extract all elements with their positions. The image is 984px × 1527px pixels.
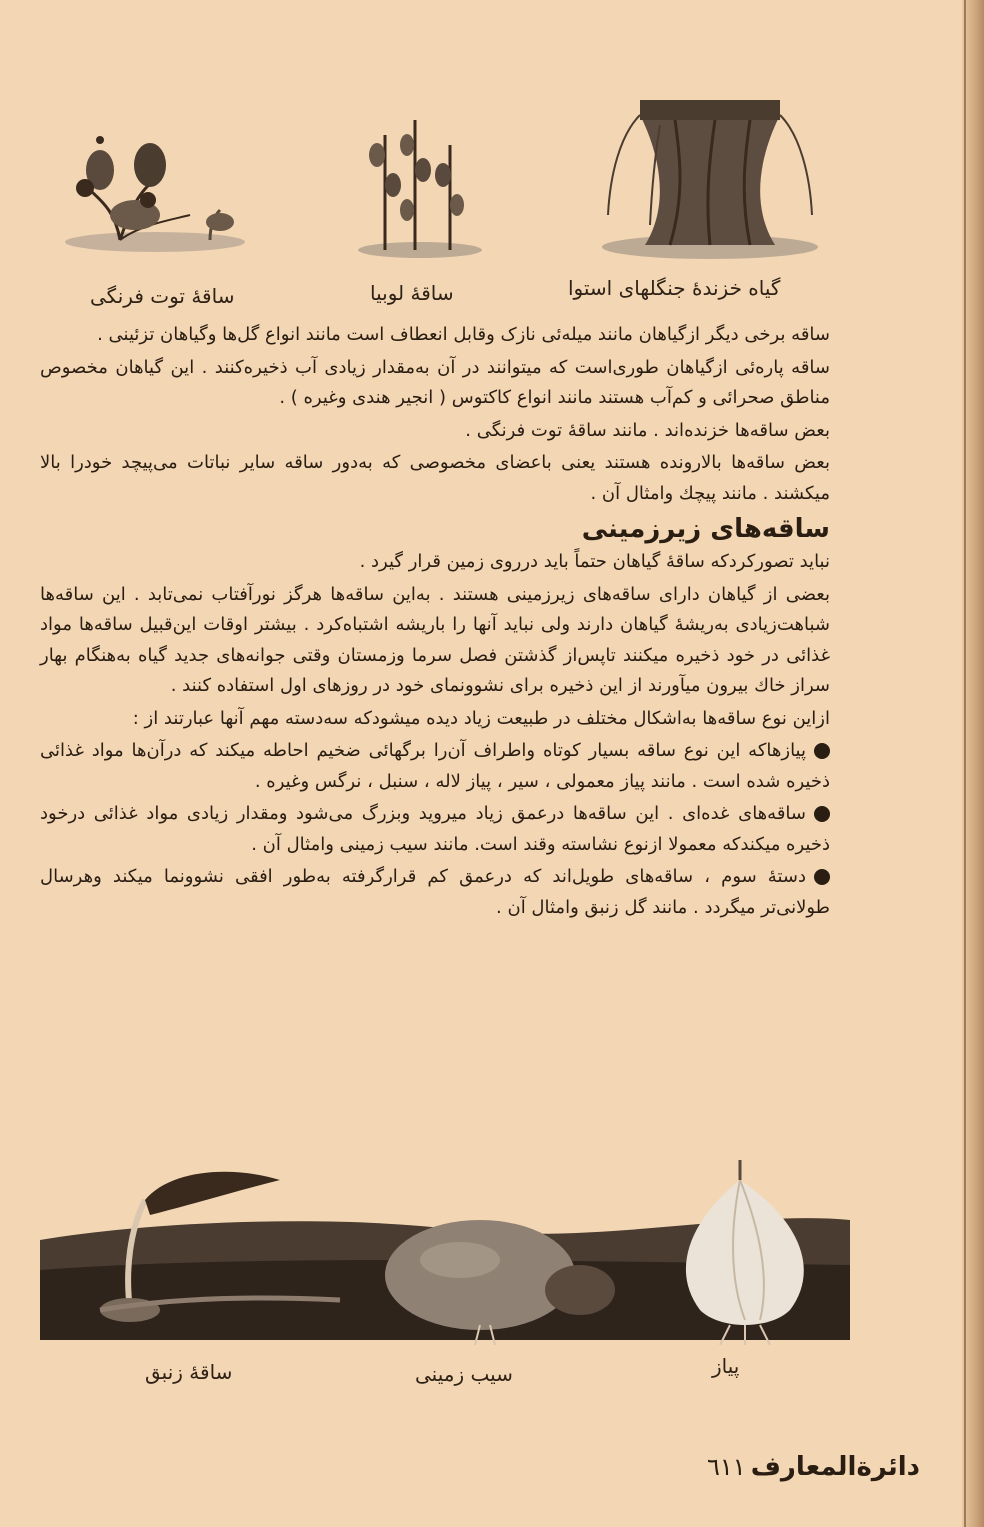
bean-illustration	[355, 115, 485, 260]
bullet-icon	[814, 806, 830, 822]
underground-stems-illustration	[40, 1160, 850, 1350]
strawberry-illustration	[60, 130, 250, 260]
bullet-item-bulbs: پیازهاکه این نوع ساقه بسیار کوتاه واطراف آن‌را برگهائی ضخیم احاطه میکند که درآن‌ها مواد غذائی ذخیره شده است . مانند پیاز معمولی ، سیر ، پیاز لاله ، سنبل ، نرگس وغیره .	[40, 740, 830, 792]
paragraph-underground-intro: نباید تصورکردکه ساقهٔ گیاهان حتماً باید درروی زمین قرار گیرد .	[359, 551, 830, 572]
footer-title: دائرةالمعارف	[750, 1452, 920, 1482]
section-heading: ساقه‌های زیرزمینی	[581, 514, 830, 544]
bullet-item-tubers: ساقه‌های غده‌ای . این ساقه‌ها درعمق زیاد میروید وبزرگ می‌شود ومقدار زیادی مواد غذائی درخود ذخیره میکندکه معمولا ازنوع نشاسته وقند است. مانند سیب زمینی وامثال آن .	[40, 803, 830, 855]
caption-potato: سیب زمینی	[415, 1362, 513, 1386]
paragraph-creeping-stems: بعض ساقه‌ها خزنده‌اند . مانند ساقهٔ توت فرنگی .	[465, 419, 830, 441]
bullet-icon	[814, 869, 830, 885]
caption-strawberry: ساقهٔ توت فرنگی	[90, 284, 235, 308]
paragraph-underground-detail: بعضی از گیاهان دارای ساقه‌های زیرزمینی هستند . به‌این ساقه‌ها هرگز نورآفتاب نمی‌تابد . این ساقه‌ها شباهت‌زیادی به‌ریشهٔ گیاهان دارند ولی نباید آنها را باریشه اشتباه‌کرد . بیشتر اوقات این‌قبیل ساقه‌ها مواد غذائی در خود ذخیره میکنند تاپس‌از گذشتن فصل سرما وزمستان وقتی جوانه‌های جدید گیاه به‌هنگام بهار سراز خاك بیرون میآورند از این ذخیره برای نشوونمای خود در روزهای اول استفاده کنند .	[40, 583, 830, 696]
page-number: ٦١١	[706, 1453, 746, 1481]
bullet-item-rhizomes: دستهٔ سوم ، ساقه‌های طویل‌اند که درعمق کم قرارگرفته به‌طور افقی نشوونما میکند وهرسال طولانی‌تر میگردد . مانند گل زنبق وامثال آن .	[40, 866, 830, 918]
article-body	[40, 320, 830, 925]
bullet-icon	[814, 743, 830, 759]
paragraph-water-storage: ساقه پاره‌ئی ازگیاهان طوری‌است که میتوانند در آن به‌مقدار زیادی آب ذخیره‌کنند . این گیاهان مخصوص مناطق صحرائی و کم‌آب هستند مانند انواع کاکتوس ( انجیر هندی وغیره ) .	[40, 356, 830, 408]
caption-bean: ساقهٔ لوبیا	[370, 281, 454, 305]
paragraph-flexible-stems: ساقه برخی دیگر ازگیاهان مانند میله‌ئی نازک وقابل انعطاف است مانند انواع گل‌ها وگیاهان تزئینی .	[97, 324, 830, 345]
paragraph-climbing-stems: بعض ساقه‌ها بالارونده هستند یعنی باعضای مخصوصی که به‌دور ساقه سایر نباتات می‌پیچد خودرا بالا میکشند . مانند پیچك وامثال آن .	[40, 452, 830, 504]
caption-mangrove: گیاه خزندهٔ جنگلهای استوا	[568, 276, 781, 300]
paragraph-three-groups: ازاین نوع ساقه‌ها به‌اشکال مختلف در طبیعت زیاد دیده میشودکه سه‌دسته مهم آنها عبارتند از :	[132, 707, 830, 729]
caption-iris: ساقهٔ زنبق	[145, 1360, 233, 1384]
caption-onion: پیاز	[712, 1354, 740, 1378]
mangrove-illustration	[600, 95, 820, 265]
page-edge-line	[964, 0, 966, 1527]
page-footer	[680, 1452, 920, 1482]
